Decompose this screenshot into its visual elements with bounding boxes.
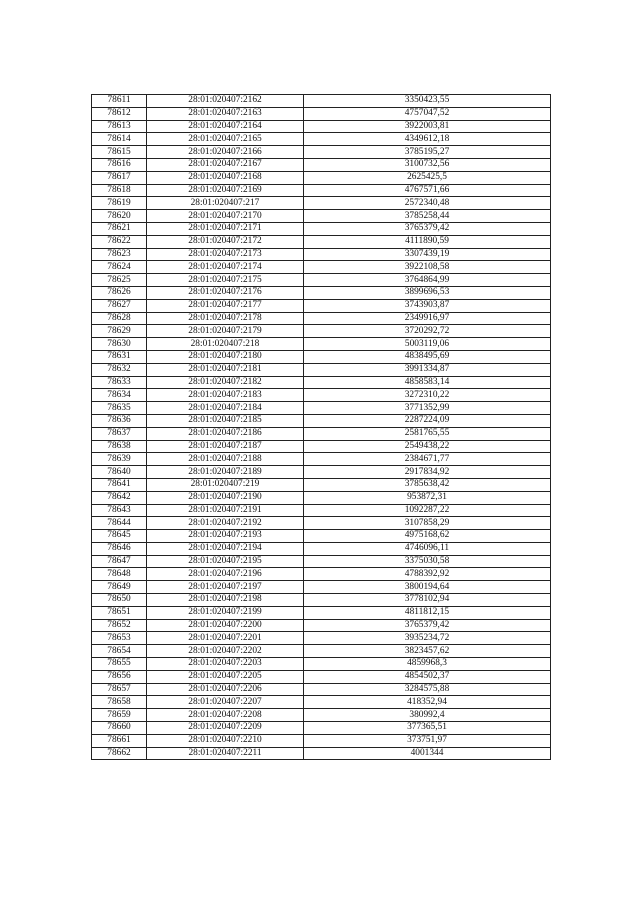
cadastral-number-cell: 28:01:020407:2169 [147,184,304,197]
cadastral-number-cell: 28:01:020407:2194 [147,542,304,555]
table-row [92,696,551,709]
cadastral-value-cell: 2349916,97 [304,312,551,325]
cadastral-number-cell: 28:01:020407:2163 [147,107,304,120]
row-number-cell: 78612 [92,107,147,120]
table-row [92,107,551,120]
row-number-cell: 78618 [92,184,147,197]
row-number-cell: 78613 [92,120,147,133]
cadastral-value-table [91,94,551,760]
cadastral-value-cell: 3991334,87 [304,363,551,376]
cadastral-number-cell: 28:01:020407:2180 [147,350,304,363]
cadastral-value-cell: 3771352,99 [304,402,551,415]
cadastral-number-cell: 28:01:020407:2183 [147,389,304,402]
row-number-cell: 78661 [92,734,147,747]
cadastral-number-cell: 28:01:020407:2196 [147,568,304,581]
cadastral-value-cell: 3720292,72 [304,325,551,338]
table-row [92,658,551,671]
cadastral-value-cell: 3800194,64 [304,581,551,594]
cadastral-value-cell: 4757047,52 [304,107,551,120]
table-row [92,363,551,376]
table-row [92,517,551,530]
table-row [92,286,551,299]
table-row [92,158,551,171]
cadastral-value-cell: 3272310,22 [304,389,551,402]
row-number-cell: 78633 [92,376,147,389]
table-row [92,734,551,747]
cadastral-number-cell: 28:01:020407:2175 [147,274,304,287]
row-number-cell: 78638 [92,440,147,453]
cadastral-number-cell: 28:01:020407:2189 [147,466,304,479]
cadastral-value-cell: 4349612,18 [304,133,551,146]
table-row [92,581,551,594]
cadastral-number-cell: 28:01:020407:2210 [147,734,304,747]
row-number-cell: 78640 [92,466,147,479]
row-number-cell: 78636 [92,414,147,427]
row-number-cell: 78626 [92,286,147,299]
row-number-cell: 78621 [92,222,147,235]
table-row [92,402,551,415]
cadastral-value-cell: 5003119,06 [304,338,551,351]
row-number-cell: 78660 [92,722,147,735]
table-row [92,632,551,645]
table-row [92,133,551,146]
table-row [92,722,551,735]
row-number-cell: 78641 [92,478,147,491]
cadastral-value-cell: 3899696,53 [304,286,551,299]
row-number-cell: 78643 [92,504,147,517]
row-number-cell: 78630 [92,338,147,351]
cadastral-number-cell: 28:01:020407:2179 [147,325,304,338]
table-row [92,683,551,696]
cadastral-value-cell: 3785258,44 [304,210,551,223]
cadastral-number-cell: 28:01:020407:2199 [147,606,304,619]
table-row [92,670,551,683]
row-number-cell: 78620 [92,210,147,223]
cadastral-number-cell: 28:01:020407:2171 [147,222,304,235]
table-body [92,95,551,760]
row-number-cell: 78627 [92,299,147,312]
row-number-cell: 78644 [92,517,147,530]
cadastral-number-cell: 28:01:020407:219 [147,478,304,491]
cadastral-value-cell: 4111890,59 [304,235,551,248]
row-number-cell: 78635 [92,402,147,415]
row-number-cell: 78624 [92,261,147,274]
cadastral-value-cell: 2384671,77 [304,453,551,466]
cadastral-number-cell: 28:01:020407:2209 [147,722,304,735]
cadastral-value-cell: 4746096,11 [304,542,551,555]
cadastral-number-cell: 28:01:020407:2190 [147,491,304,504]
table-row [92,222,551,235]
row-number-cell: 78611 [92,95,147,108]
table-row [92,261,551,274]
cadastral-number-cell: 28:01:020407:218 [147,338,304,351]
row-number-cell: 78652 [92,619,147,632]
row-number-cell: 78639 [92,453,147,466]
table-row [92,466,551,479]
cadastral-number-cell: 28:01:020407:217 [147,197,304,210]
table-row [92,171,551,184]
table-row [92,491,551,504]
row-number-cell: 78634 [92,389,147,402]
cadastral-value-cell: 3107858,29 [304,517,551,530]
row-number-cell: 78619 [92,197,147,210]
cadastral-value-cell: 4859968,3 [304,658,551,671]
cadastral-value-cell: 3922003,81 [304,120,551,133]
cadastral-value-cell: 3375030,58 [304,555,551,568]
cadastral-number-cell: 28:01:020407:2166 [147,146,304,159]
cadastral-value-cell: 3284575,88 [304,683,551,696]
table-row [92,619,551,632]
row-number-cell: 78651 [92,606,147,619]
table-row [92,555,551,568]
table-row [92,350,551,363]
cadastral-number-cell: 28:01:020407:2191 [147,504,304,517]
row-number-cell: 78631 [92,350,147,363]
table-row [92,530,551,543]
row-number-cell: 78659 [92,709,147,722]
cadastral-value-cell: 4858583,14 [304,376,551,389]
cadastral-number-cell: 28:01:020407:2174 [147,261,304,274]
cadastral-number-cell: 28:01:020407:2182 [147,376,304,389]
row-number-cell: 78622 [92,235,147,248]
cadastral-value-cell: 2581765,55 [304,427,551,440]
cadastral-number-cell: 28:01:020407:2203 [147,658,304,671]
cadastral-value-cell: 3823457,62 [304,645,551,658]
cadastral-number-cell: 28:01:020407:2187 [147,440,304,453]
cadastral-value-cell: 3765379,42 [304,619,551,632]
cadastral-value-cell: 3764864,99 [304,274,551,287]
cadastral-number-cell: 28:01:020407:2168 [147,171,304,184]
cadastral-number-cell: 28:01:020407:2197 [147,581,304,594]
cadastral-value-cell: 2572340,48 [304,197,551,210]
cadastral-number-cell: 28:01:020407:2185 [147,414,304,427]
cadastral-number-cell: 28:01:020407:2201 [147,632,304,645]
table-row [92,747,551,760]
cadastral-number-cell: 28:01:020407:2172 [147,235,304,248]
table-row [92,274,551,287]
table-row [92,389,551,402]
table-row [92,440,551,453]
table-row [92,504,551,517]
row-number-cell: 78616 [92,158,147,171]
cadastral-number-cell: 28:01:020407:2181 [147,363,304,376]
cadastral-number-cell: 28:01:020407:2195 [147,555,304,568]
table-row [92,146,551,159]
row-number-cell: 78623 [92,248,147,261]
cadastral-number-cell: 28:01:020407:2198 [147,594,304,607]
cadastral-value-cell: 3100732,56 [304,158,551,171]
cadastral-number-cell: 28:01:020407:2167 [147,158,304,171]
cadastral-number-cell: 28:01:020407:2170 [147,210,304,223]
cadastral-number-cell: 28:01:020407:2208 [147,709,304,722]
table-row [92,606,551,619]
table-row [92,568,551,581]
row-number-cell: 78642 [92,491,147,504]
row-number-cell: 78655 [92,658,147,671]
cadastral-value-cell: 2625425,5 [304,171,551,184]
cadastral-value-cell: 4001344 [304,747,551,760]
row-number-cell: 78653 [92,632,147,645]
cadastral-number-cell: 28:01:020407:2186 [147,427,304,440]
table-row [92,645,551,658]
cadastral-value-cell: 4854502,37 [304,670,551,683]
cadastral-number-cell: 28:01:020407:2202 [147,645,304,658]
table-row [92,197,551,210]
cadastral-value-cell: 4811812,15 [304,606,551,619]
cadastral-value-cell: 4838495,69 [304,350,551,363]
table-row [92,325,551,338]
cadastral-number-cell: 28:01:020407:2176 [147,286,304,299]
row-number-cell: 78657 [92,683,147,696]
cadastral-value-cell: 4975168,62 [304,530,551,543]
cadastral-value-cell: 380992,4 [304,709,551,722]
row-number-cell: 78646 [92,542,147,555]
table-row [92,594,551,607]
table-row [92,709,551,722]
table-row [92,248,551,261]
cadastral-value-cell: 3935234,72 [304,632,551,645]
row-number-cell: 78656 [92,670,147,683]
cadastral-value-cell: 373751,97 [304,734,551,747]
table-row [92,312,551,325]
table-row [92,120,551,133]
cadastral-value-cell: 953872,31 [304,491,551,504]
row-number-cell: 78637 [92,427,147,440]
row-number-cell: 78648 [92,568,147,581]
cadastral-number-cell: 28:01:020407:2193 [147,530,304,543]
cadastral-number-cell: 28:01:020407:2205 [147,670,304,683]
row-number-cell: 78632 [92,363,147,376]
row-number-cell: 78615 [92,146,147,159]
cadastral-value-cell: 4767571,66 [304,184,551,197]
table-row [92,95,551,108]
row-number-cell: 78629 [92,325,147,338]
cadastral-number-cell: 28:01:020407:2164 [147,120,304,133]
cadastral-number-cell: 28:01:020407:2173 [147,248,304,261]
row-number-cell: 78628 [92,312,147,325]
cadastral-number-cell: 28:01:020407:2192 [147,517,304,530]
cadastral-value-cell: 418352,94 [304,696,551,709]
cadastral-number-cell: 28:01:020407:2184 [147,402,304,415]
cadastral-value-cell: 3350423,55 [304,95,551,108]
cadastral-value-cell: 4788392,92 [304,568,551,581]
cadastral-value-cell: 2549438,22 [304,440,551,453]
table-row [92,414,551,427]
cadastral-number-cell: 28:01:020407:2177 [147,299,304,312]
row-number-cell: 78647 [92,555,147,568]
table-row [92,376,551,389]
cadastral-number-cell: 28:01:020407:2162 [147,95,304,108]
table-row [92,299,551,312]
cadastral-value-cell: 3785195,27 [304,146,551,159]
row-number-cell: 78654 [92,645,147,658]
table-row [92,542,551,555]
row-number-cell: 78645 [92,530,147,543]
cadastral-number-cell: 28:01:020407:2178 [147,312,304,325]
row-number-cell: 78614 [92,133,147,146]
row-number-cell: 78658 [92,696,147,709]
row-number-cell: 78649 [92,581,147,594]
cadastral-number-cell: 28:01:020407:2188 [147,453,304,466]
table-row [92,210,551,223]
row-number-cell: 78625 [92,274,147,287]
row-number-cell: 78617 [92,171,147,184]
cadastral-value-cell: 3785638,42 [304,478,551,491]
table-row [92,184,551,197]
cadastral-number-cell: 28:01:020407:2200 [147,619,304,632]
cadastral-number-cell: 28:01:020407:2165 [147,133,304,146]
table-row [92,453,551,466]
cadastral-value-cell: 3765379,42 [304,222,551,235]
cadastral-value-cell: 3743903,87 [304,299,551,312]
cadastral-value-cell: 1092287,22 [304,504,551,517]
cadastral-number-cell: 28:01:020407:2206 [147,683,304,696]
cadastral-number-cell: 28:01:020407:2207 [147,696,304,709]
row-number-cell: 78650 [92,594,147,607]
table-row [92,338,551,351]
table-row [92,478,551,491]
table-row [92,427,551,440]
table-row [92,235,551,248]
cadastral-value-cell: 2917834,92 [304,466,551,479]
cadastral-value-cell: 2287224,09 [304,414,551,427]
cadastral-value-cell: 3307439,19 [304,248,551,261]
row-number-cell: 78662 [92,747,147,760]
cadastral-value-cell: 377365,51 [304,722,551,735]
cadastral-value-cell: 3922108,58 [304,261,551,274]
cadastral-number-cell: 28:01:020407:2211 [147,747,304,760]
cadastral-value-cell: 3778102,94 [304,594,551,607]
